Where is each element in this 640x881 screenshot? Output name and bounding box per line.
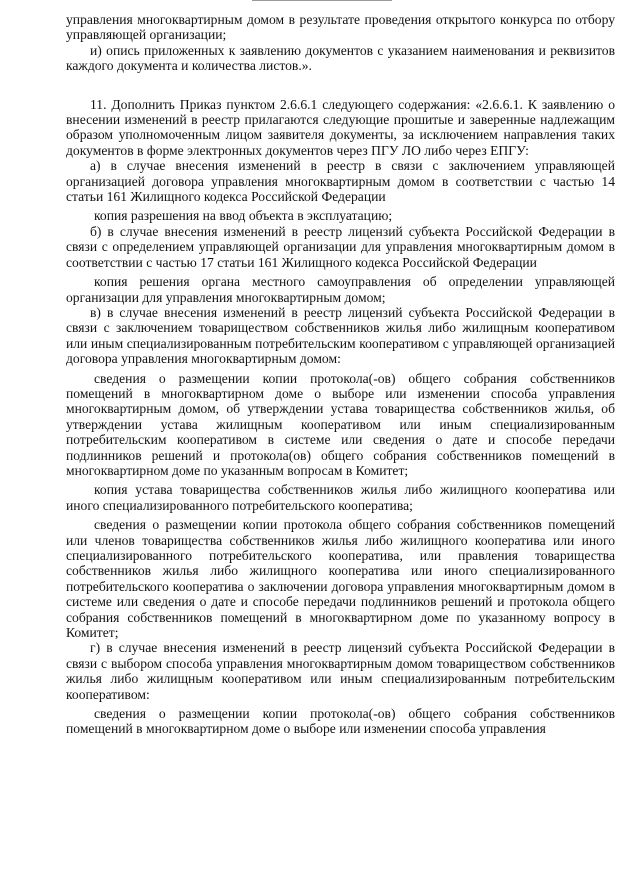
paragraph-sub-b: б) в случае внесения изменений в реестр лицензий субъекта Российской Федерации в связи с определением управляющей организации для управления многоквартирным домом в соответствии с частью 17 статьи 161 Жилищного кодекса Российской Федерации [66,223,615,270]
document-body [66,12,615,737]
paragraph-sub-v-doc-2: копия устава товарищества собственников жилья либо жилищного кооператива или иного специализированного потребительского кооператива; [66,482,615,513]
paragraph-item-11: 11. Дополнить Приказ пунктом 2.6.6.1 следующего содержания: «2.6.6.1. К заявлению о внесении изменений в реестр прилагаются следующие прошитые и заверенные надлежащим образом уполномоченным лицом заявителя документы, за исключением направления таких документов в форме электронных документов через ПГУ ЛО либо через ЕПГУ: [66,96,615,158]
paragraph-sub-g: г) в случае внесения изменений в реестр лицензий субъекта Российской Федерации в связи с выбором способа управления многоквартирным домом товариществом собственников жилья либо жилищным кооперативом или иным специализированным потребительским кооперативом: [66,640,615,702]
paragraph-sub-v: в) в случае внесения изменений в реестр лицензий субъекта Российской Федерации в связи с заключением товариществом собственников жилья либо жилищным кооперативом или иным специализированным потребительским кооперативом с управляющей организацией договора управления многоквартирным домом: [66,304,615,367]
paragraph-continuation: управления многоквартирным домом в результате проведения открытого конкурса по отбору управляющей организации; [66,12,615,43]
paragraph-item-i: и) опись приложенных к заявлению документов с указанием наименования и реквизитов каждого документа и количества листов.». [66,42,615,74]
paragraph-sub-v-doc-3: сведения о размещении копии протокола общего собрания собственников помещений или членов товарищества собственников жилья либо жилищного кооператива или иного специализированного потребительского кооператива, или правления товарищества собственников жилья либо жилищного кооператива или иного специализированного потребительского кооператива о заключении договора управления многоквартирным домом в системе или сведения о дате и способе передачи подлинников решений и протокола общего собрания собственников помещений в многоквартирном доме по указанному вопросу в Комитет; [66,517,615,641]
paragraph-sub-g-doc-1: сведения о размещении копии протокола(-ов) общего собрания собственников помещений в многоквартирном доме о выборе или изменении способа управления [66,706,615,737]
paragraph-sub-a-doc: копия разрешения на ввод объекта в эксплуатацию; [94,208,393,224]
paragraph-sub-a: а) в случае внесения изменений в реестр в связи с заключением управляющей организацией договора управления многоквартирным домом в соответствии с частью 14 статьи 161 Жилищного кодекса Российской Федерации [66,158,615,205]
page-top-rule [252,0,392,1]
paragraph-sub-b-doc: копия решения органа местного самоуправления об определении управляющей организации для управления многоквартирным домом; [66,274,615,305]
paragraph-sub-v-doc-1: сведения о размещении копии протокола(-ов) общего собрания собственников помещений в многоквартирном доме о выборе или изменении способа управления многоквартирным домом, об утверждении устава товарищества собственников жилья, об утверждении устава жилищным кооперативом или иным специализированным потребительским кооперативом в системе или сведения о дате и способе передачи подлинников решений и протокола(ов) общего собрания собственников помещений в многоквартирном доме по указанным вопросам в Комитет; [66,370,615,478]
